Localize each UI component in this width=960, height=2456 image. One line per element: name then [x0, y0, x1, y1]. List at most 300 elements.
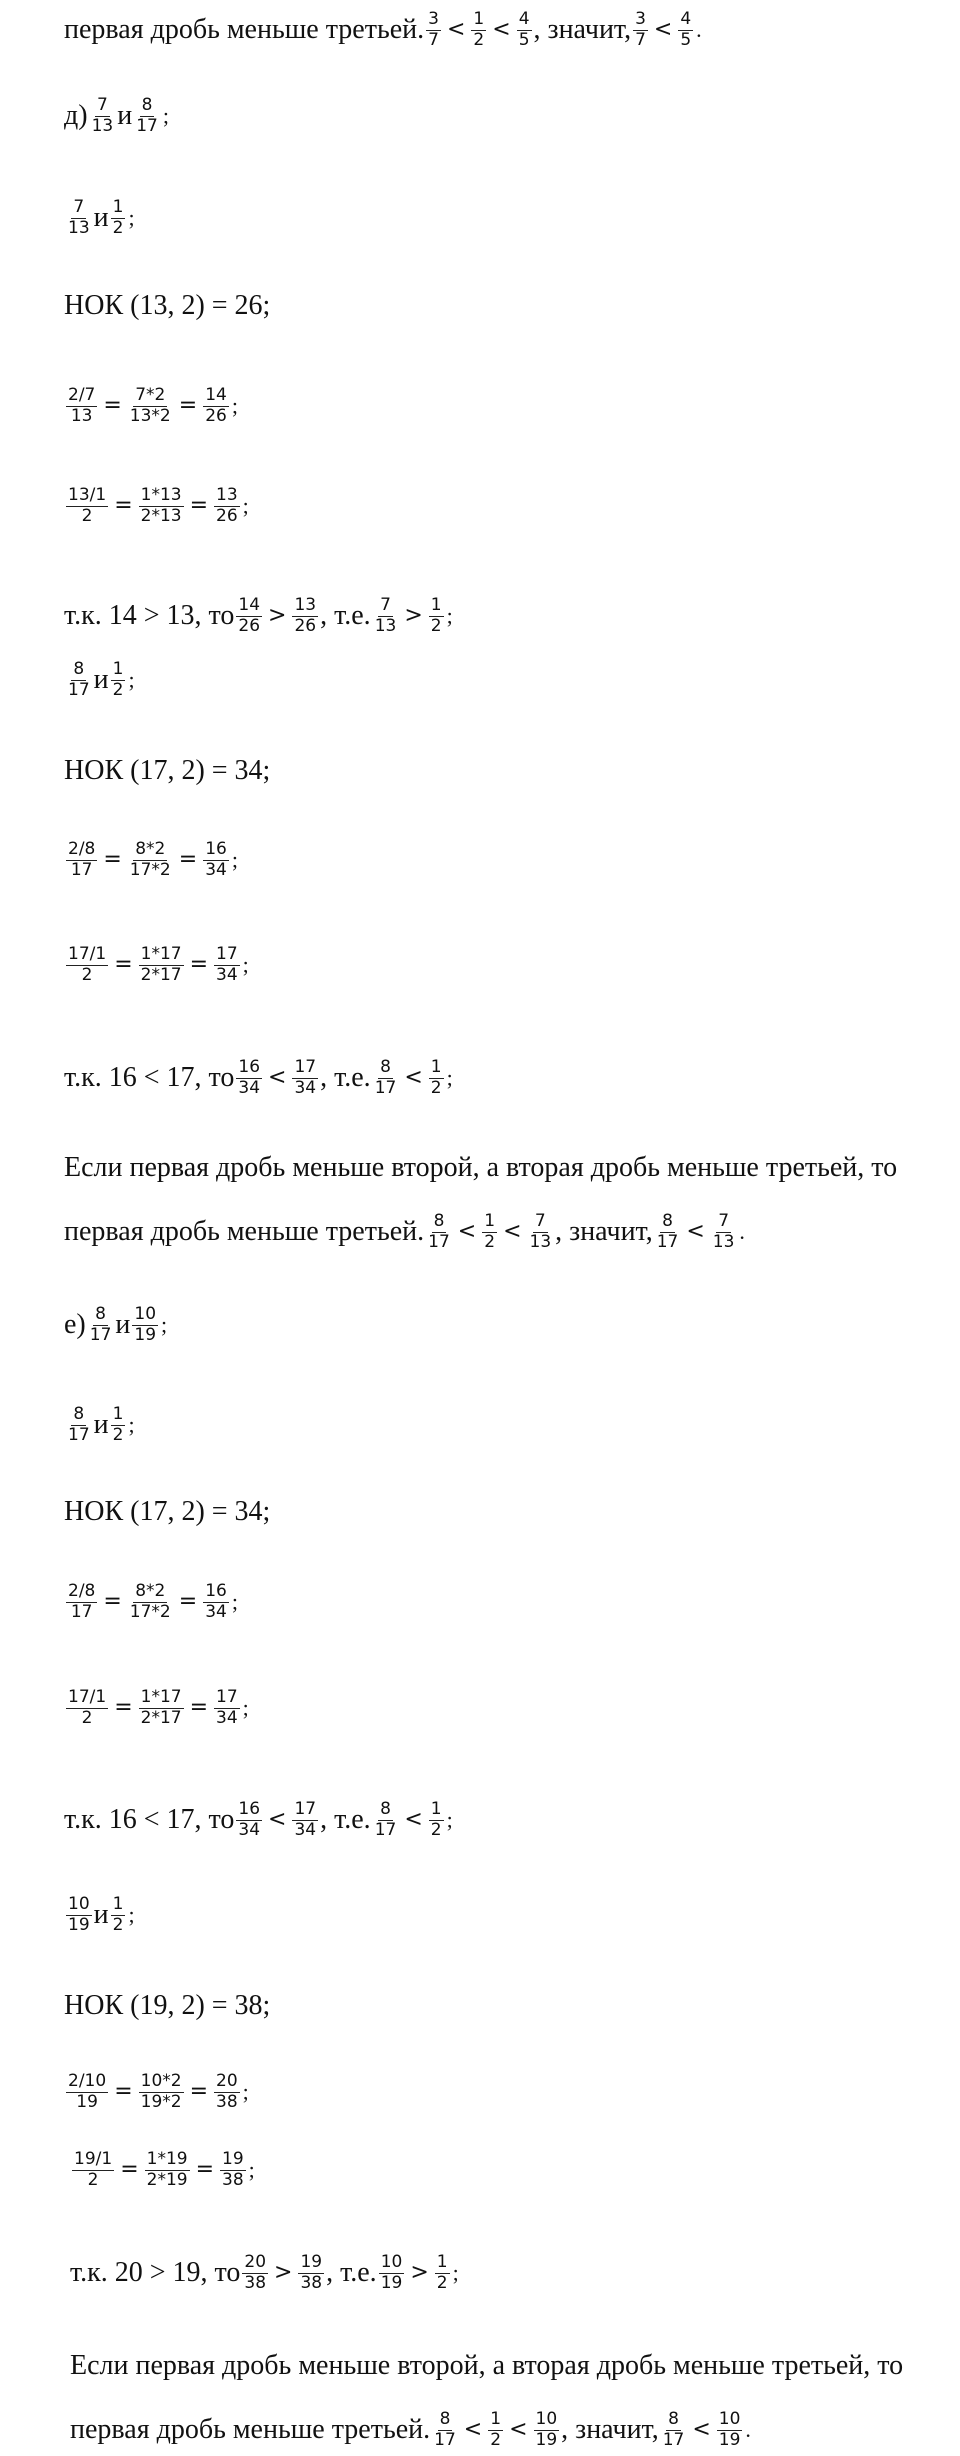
- text-segment: НОК (13, 2) = 26;: [64, 289, 271, 321]
- math-operator: =: [189, 1695, 209, 1721]
- punctuation: .: [739, 1219, 745, 1245]
- fraction-denominator: 13: [68, 217, 90, 238]
- punctuation: ;: [242, 952, 249, 978]
- fraction: [482, 1212, 497, 1252]
- fraction: [128, 386, 173, 426]
- text-segment: первая дробь меньше третьей.: [70, 2414, 431, 2446]
- punctuation: ;: [128, 205, 135, 231]
- text-line: [64, 386, 238, 426]
- punctuation: ;: [452, 2260, 459, 2286]
- fraction-denominator: 17: [374, 1819, 397, 1840]
- text-line: [64, 840, 238, 880]
- fraction-numerator: 1: [112, 1404, 124, 1424]
- text-line: [64, 596, 453, 636]
- fraction-denominator: 26: [205, 405, 227, 426]
- fraction-numerator: 17: [294, 1799, 317, 1819]
- fraction: [66, 486, 108, 526]
- text-line: [70, 2410, 751, 2450]
- math-operator: =: [189, 2079, 209, 2105]
- math-operator: =: [114, 2079, 133, 2105]
- fraction-denominator: 5: [518, 29, 530, 50]
- fraction: [111, 660, 126, 700]
- fraction: [66, 840, 97, 880]
- fraction-denominator: 17*2: [129, 1601, 171, 1622]
- text-segment: , т.е.: [326, 2257, 377, 2289]
- fraction: [139, 2072, 184, 2112]
- fraction: [426, 1212, 452, 1252]
- fraction-numerator: 1*17: [140, 944, 182, 964]
- text-segment: , т.е.: [320, 600, 371, 632]
- fraction: [292, 1800, 318, 1840]
- fraction-denominator: 2*17: [140, 964, 182, 985]
- fraction-numerator: 20: [244, 2252, 267, 2272]
- fraction-numerator: 13/1: [68, 485, 107, 505]
- punctuation: ;: [128, 1412, 135, 1438]
- math-operator: >: [268, 603, 287, 629]
- math-operator: =: [114, 1695, 133, 1721]
- fraction-denominator: 2: [81, 505, 93, 526]
- fraction-denominator: 34: [238, 1819, 261, 1840]
- punctuation: ;: [231, 393, 238, 419]
- math-operator: =: [178, 393, 198, 419]
- fraction-denominator: 19: [68, 1914, 90, 1935]
- fraction-numerator: 1: [430, 1799, 442, 1819]
- fraction-numerator: 4: [680, 9, 692, 29]
- fraction-numerator: 8: [433, 1211, 445, 1231]
- fraction-numerator: 1: [473, 9, 485, 29]
- text-segment: Если первая дробь меньше второй, а вторая дробь меньше третьей, то: [64, 1151, 898, 1183]
- fraction: [236, 596, 262, 636]
- fraction-denominator: 34: [238, 1077, 261, 1098]
- fraction: [88, 1305, 114, 1345]
- math-operator: <: [692, 2417, 711, 2443]
- text-segment: и: [117, 100, 133, 132]
- fraction-denominator: 2: [112, 1424, 124, 1445]
- fraction: [66, 945, 108, 985]
- fraction-denominator: 38: [216, 2091, 238, 2112]
- fraction-denominator: 17: [662, 2429, 685, 2450]
- fraction-numerator: 10*2: [140, 2071, 182, 2091]
- fraction-numerator: 1: [430, 1057, 442, 1077]
- fraction-numerator: 8*2: [135, 839, 166, 859]
- fraction-numerator: 2/8: [68, 1581, 96, 1601]
- text-segment: и: [93, 1899, 109, 1931]
- punctuation: ;: [242, 493, 249, 519]
- text-line: [64, 1496, 270, 1526]
- fraction-numerator: 2/7: [68, 385, 96, 405]
- fraction-denominator: 2*13: [140, 505, 182, 526]
- fraction-numerator: 7*2: [135, 385, 166, 405]
- text-line: [64, 1895, 135, 1935]
- fraction: [214, 486, 240, 526]
- math-operator: <: [463, 2417, 483, 2443]
- math-operator: =: [114, 952, 133, 978]
- text-line: [70, 2150, 255, 2190]
- fraction: [90, 96, 116, 136]
- text-segment: и: [93, 664, 109, 696]
- math-operator: <: [268, 1807, 287, 1833]
- text-segment: и: [93, 1409, 109, 1441]
- fraction-numerator: 2/10: [68, 2071, 107, 2091]
- text-line: [64, 755, 270, 785]
- punctuation: ;: [242, 1695, 249, 1721]
- fraction-denominator: 2: [81, 1707, 93, 1728]
- fraction-denominator: 2: [112, 1914, 124, 1935]
- fraction: [66, 1895, 92, 1935]
- fraction-denominator: 26: [294, 615, 317, 636]
- text-line: [64, 1058, 453, 1098]
- fraction-numerator: 3: [635, 9, 646, 29]
- fraction-numerator: 19/1: [74, 2149, 113, 2169]
- fraction-numerator: 16: [238, 1799, 261, 1819]
- fraction: [517, 10, 532, 50]
- fraction-numerator: 17: [216, 944, 238, 964]
- fraction-numerator: 14: [205, 385, 227, 405]
- fraction-denominator: 17: [434, 2429, 456, 2450]
- fraction: [111, 1895, 126, 1935]
- fraction-numerator: 1: [430, 595, 442, 615]
- fraction-numerator: 17/1: [68, 944, 107, 964]
- fraction: [203, 840, 229, 880]
- fraction-numerator: 1: [484, 1211, 496, 1231]
- fraction-numerator: 10: [134, 1304, 157, 1324]
- fraction-denominator: 26: [238, 615, 261, 636]
- fraction-denominator: 2: [490, 2429, 502, 2450]
- punctuation: .: [745, 2417, 751, 2443]
- fraction-denominator: 2*17: [140, 1707, 182, 1728]
- fraction-numerator: 4: [518, 9, 530, 29]
- text-segment: т.к. 20 > 19, то: [70, 2257, 241, 2289]
- fraction-denominator: 2: [436, 2272, 448, 2293]
- fraction-denominator: 38: [300, 2272, 323, 2293]
- fraction: [203, 1582, 229, 1622]
- fraction: [72, 2150, 114, 2190]
- fraction: [678, 10, 693, 50]
- fraction-numerator: 2/8: [68, 839, 96, 859]
- math-operator: =: [178, 1589, 198, 1615]
- punctuation: ;: [446, 1065, 453, 1091]
- fraction-numerator: 7: [73, 197, 85, 217]
- fraction: [66, 1582, 97, 1622]
- fraction-denominator: 2: [430, 615, 442, 636]
- fraction-denominator: 13: [529, 1231, 552, 1252]
- text-segment: , значит,: [561, 2414, 659, 2446]
- fraction-denominator: 17: [428, 1231, 450, 1252]
- punctuation: ;: [128, 1902, 135, 1928]
- text-segment: и: [93, 202, 109, 234]
- fraction-denominator: 17: [70, 1601, 93, 1622]
- punctuation: .: [696, 17, 702, 43]
- text-segment: т.к. 16 < 17, то: [64, 1804, 235, 1836]
- fraction: [471, 10, 486, 50]
- fraction-denominator: 19: [718, 2429, 741, 2450]
- fraction-numerator: 1: [490, 2409, 502, 2429]
- fraction: [426, 10, 441, 50]
- fraction-denominator: 17: [68, 679, 90, 700]
- fraction-numerator: 1: [112, 659, 124, 679]
- fraction-denominator: 19: [76, 2091, 98, 2112]
- fraction: [655, 1212, 681, 1252]
- fraction: [134, 96, 160, 136]
- fraction-denominator: 34: [216, 964, 238, 985]
- punctuation: ;: [248, 2157, 255, 2183]
- fraction: [128, 840, 173, 880]
- text-line: [64, 96, 169, 136]
- fraction: [111, 1405, 126, 1445]
- fraction-numerator: 13: [294, 595, 317, 615]
- fraction-numerator: 19: [300, 2252, 323, 2272]
- fraction: [633, 10, 648, 50]
- text-line: [64, 1305, 167, 1345]
- fraction-denominator: 13*2: [129, 405, 171, 426]
- fraction: [220, 2150, 246, 2190]
- fraction: [534, 2410, 560, 2450]
- fraction: [379, 2253, 405, 2293]
- text-segment: НОК (17, 2) = 34;: [64, 1495, 271, 1527]
- text-segment: первая дробь меньше третьей.: [64, 14, 425, 46]
- fraction: [66, 660, 92, 700]
- fraction-numerator: 10: [535, 2409, 558, 2429]
- fraction: [661, 2410, 687, 2450]
- text-segment: д): [64, 100, 88, 132]
- fraction-numerator: 10: [718, 2409, 741, 2429]
- fraction-denominator: 13: [374, 615, 397, 636]
- fraction-numerator: 17: [216, 1687, 238, 1707]
- fraction: [66, 198, 92, 238]
- fraction-denominator: 17: [89, 1324, 112, 1345]
- punctuation: ;: [231, 847, 238, 873]
- text-segment: НОК (17, 2) = 34;: [64, 754, 271, 786]
- fraction-numerator: 7: [534, 1211, 546, 1231]
- math-operator: <: [457, 1219, 477, 1245]
- text-line: [64, 10, 702, 50]
- fraction: [298, 2253, 324, 2293]
- text-segment: , значит,: [555, 1216, 653, 1248]
- fraction: [139, 1688, 184, 1728]
- fraction-numerator: 17/1: [68, 1687, 107, 1707]
- fraction-numerator: 8*2: [135, 1581, 166, 1601]
- text-line: [70, 2253, 459, 2293]
- fraction-denominator: 34: [294, 1819, 317, 1840]
- fraction-denominator: 34: [294, 1077, 317, 1098]
- text-line: [70, 2350, 903, 2380]
- fraction-denominator: 17: [374, 1077, 397, 1098]
- math-operator: <: [492, 17, 511, 43]
- text-segment: и: [115, 1309, 131, 1341]
- fraction-denominator: 13: [712, 1231, 735, 1252]
- fraction-numerator: 8: [73, 1404, 85, 1424]
- fraction: [66, 1405, 92, 1445]
- math-operator: =: [178, 847, 198, 873]
- math-operator: =: [103, 393, 122, 419]
- fraction-denominator: 2: [430, 1819, 442, 1840]
- math-operator: =: [189, 493, 209, 519]
- fraction: [66, 2072, 108, 2112]
- fraction-denominator: 38: [222, 2169, 244, 2190]
- text-line: [64, 486, 249, 526]
- fraction-numerator: 16: [238, 1057, 261, 1077]
- fraction: [66, 1688, 108, 1728]
- text-line: [64, 1405, 135, 1445]
- fraction-numerator: 1*19: [146, 2149, 188, 2169]
- fraction: [429, 1058, 444, 1098]
- math-operator: =: [189, 952, 209, 978]
- fraction-denominator: 2: [484, 1231, 496, 1252]
- fraction-denominator: 34: [205, 859, 227, 880]
- fraction: [292, 1058, 318, 1098]
- fraction: [236, 1058, 262, 1098]
- text-segment: е): [64, 1309, 86, 1341]
- text-line: [64, 1212, 745, 1252]
- fraction-denominator: 17: [68, 1424, 90, 1445]
- punctuation: ;: [242, 2079, 249, 2105]
- math-operator: =: [103, 847, 122, 873]
- fraction-numerator: 1*17: [140, 1687, 182, 1707]
- fraction-denominator: 17: [136, 115, 158, 136]
- fraction-denominator: 19*2: [140, 2091, 182, 2112]
- fraction-denominator: 19: [535, 2429, 558, 2450]
- fraction-denominator: 2*19: [146, 2169, 188, 2190]
- fraction: [429, 1800, 444, 1840]
- fraction-numerator: 17: [294, 1057, 317, 1077]
- fraction: [203, 386, 229, 426]
- fraction: [214, 2072, 240, 2112]
- fraction-denominator: 17: [656, 1231, 679, 1252]
- math-operator: <: [509, 2417, 528, 2443]
- fraction-numerator: 14: [238, 595, 261, 615]
- math-operator: >: [404, 603, 423, 629]
- text-segment: т.к. 16 < 17, то: [64, 1062, 235, 1094]
- fraction-denominator: 2: [87, 2169, 99, 2190]
- fraction-denominator: 17*2: [129, 859, 171, 880]
- fraction: [242, 2253, 268, 2293]
- math-operator: <: [653, 17, 673, 43]
- punctuation: ;: [162, 103, 169, 129]
- fraction: [66, 386, 97, 426]
- fraction-denominator: 7: [635, 29, 646, 50]
- fraction-numerator: 8: [95, 1304, 106, 1324]
- math-operator: >: [274, 2260, 293, 2286]
- fraction: [132, 1305, 158, 1345]
- text-line: [64, 1582, 238, 1622]
- fraction: [435, 2253, 450, 2293]
- punctuation: ;: [161, 1312, 168, 1338]
- fraction-numerator: 3: [428, 9, 439, 29]
- text-segment: , т.е.: [320, 1062, 371, 1094]
- fraction: [429, 596, 444, 636]
- fraction-denominator: 34: [216, 1707, 238, 1728]
- fraction: [373, 1058, 399, 1098]
- fraction-denominator: 13: [91, 115, 114, 136]
- math-operator: =: [120, 2157, 139, 2183]
- fraction-denominator: 2: [473, 29, 485, 50]
- fraction-numerator: 13: [216, 485, 238, 505]
- text-line: [64, 198, 135, 238]
- math-operator: <: [446, 17, 466, 43]
- math-operator: <: [404, 1065, 423, 1091]
- math-operator: =: [195, 2157, 215, 2183]
- math-operator: <: [686, 1219, 705, 1245]
- fraction-numerator: 8: [668, 2409, 679, 2429]
- text-line: [64, 660, 135, 700]
- text-segment: первая дробь меньше третьей.: [64, 1216, 425, 1248]
- fraction: [236, 1800, 262, 1840]
- fraction-denominator: 13: [70, 405, 93, 426]
- fraction-denominator: 7: [428, 29, 439, 50]
- fraction-numerator: 16: [205, 839, 227, 859]
- fraction-denominator: 26: [216, 505, 238, 526]
- math-operator: >: [410, 2260, 429, 2286]
- text-line: [64, 1688, 249, 1728]
- fraction-numerator: 20: [216, 2071, 238, 2091]
- fraction-denominator: 17: [70, 859, 93, 880]
- fraction-numerator: 1: [112, 197, 124, 217]
- math-operator: =: [103, 1589, 122, 1615]
- text-line: [64, 945, 249, 985]
- fraction: [528, 1212, 554, 1252]
- fraction: [488, 2410, 503, 2450]
- punctuation: ;: [446, 603, 453, 629]
- fraction-denominator: 38: [244, 2272, 267, 2293]
- fraction-denominator: 19: [134, 1324, 157, 1345]
- fraction: [139, 945, 184, 985]
- text-line: [64, 290, 270, 320]
- fraction: [139, 486, 184, 526]
- fraction-numerator: 8: [439, 2409, 451, 2429]
- text-segment: НОК (19, 2) = 38;: [64, 1989, 271, 2021]
- fraction-numerator: 7: [96, 95, 108, 115]
- fraction-denominator: 34: [205, 1601, 227, 1622]
- fraction-numerator: 7: [718, 1211, 730, 1231]
- fraction-numerator: 10: [68, 1894, 90, 1914]
- math-operator: =: [114, 493, 133, 519]
- math-operator: <: [503, 1219, 522, 1245]
- fraction-numerator: 8: [141, 95, 153, 115]
- fraction: [373, 1800, 399, 1840]
- fraction-denominator: 19: [380, 2272, 403, 2293]
- math-operator: <: [268, 1065, 287, 1091]
- fraction-denominator: 5: [680, 29, 692, 50]
- fraction: [214, 945, 240, 985]
- fraction-numerator: 1: [436, 2252, 448, 2272]
- fraction-numerator: 10: [380, 2252, 403, 2272]
- fraction-denominator: 2: [81, 964, 93, 985]
- fraction: [128, 1582, 173, 1622]
- punctuation: ;: [231, 1589, 238, 1615]
- text-segment: т.к. 14 > 13, то: [64, 600, 235, 632]
- fraction: [717, 2410, 743, 2450]
- fraction-denominator: 2: [430, 1077, 442, 1098]
- text-line: [64, 2072, 249, 2112]
- fraction: [145, 2150, 190, 2190]
- fraction-numerator: 1*13: [140, 485, 182, 505]
- punctuation: ;: [446, 1807, 453, 1833]
- fraction-numerator: 19: [222, 2149, 244, 2169]
- text-line: [64, 1800, 453, 1840]
- fraction: [711, 1212, 737, 1252]
- punctuation: ;: [128, 667, 135, 693]
- fraction: [373, 596, 399, 636]
- fraction: [292, 596, 318, 636]
- fraction-denominator: 2: [112, 217, 124, 238]
- text-segment: , т.е.: [320, 1804, 371, 1836]
- text-line: [64, 1152, 897, 1182]
- text-segment: Если первая дробь меньше второй, а вторая дробь меньше третьей, то: [70, 2349, 904, 2381]
- fraction-numerator: 8: [662, 1211, 673, 1231]
- fraction-numerator: 8: [380, 1799, 391, 1819]
- text-line: [64, 1990, 270, 2020]
- math-operator: <: [404, 1807, 423, 1833]
